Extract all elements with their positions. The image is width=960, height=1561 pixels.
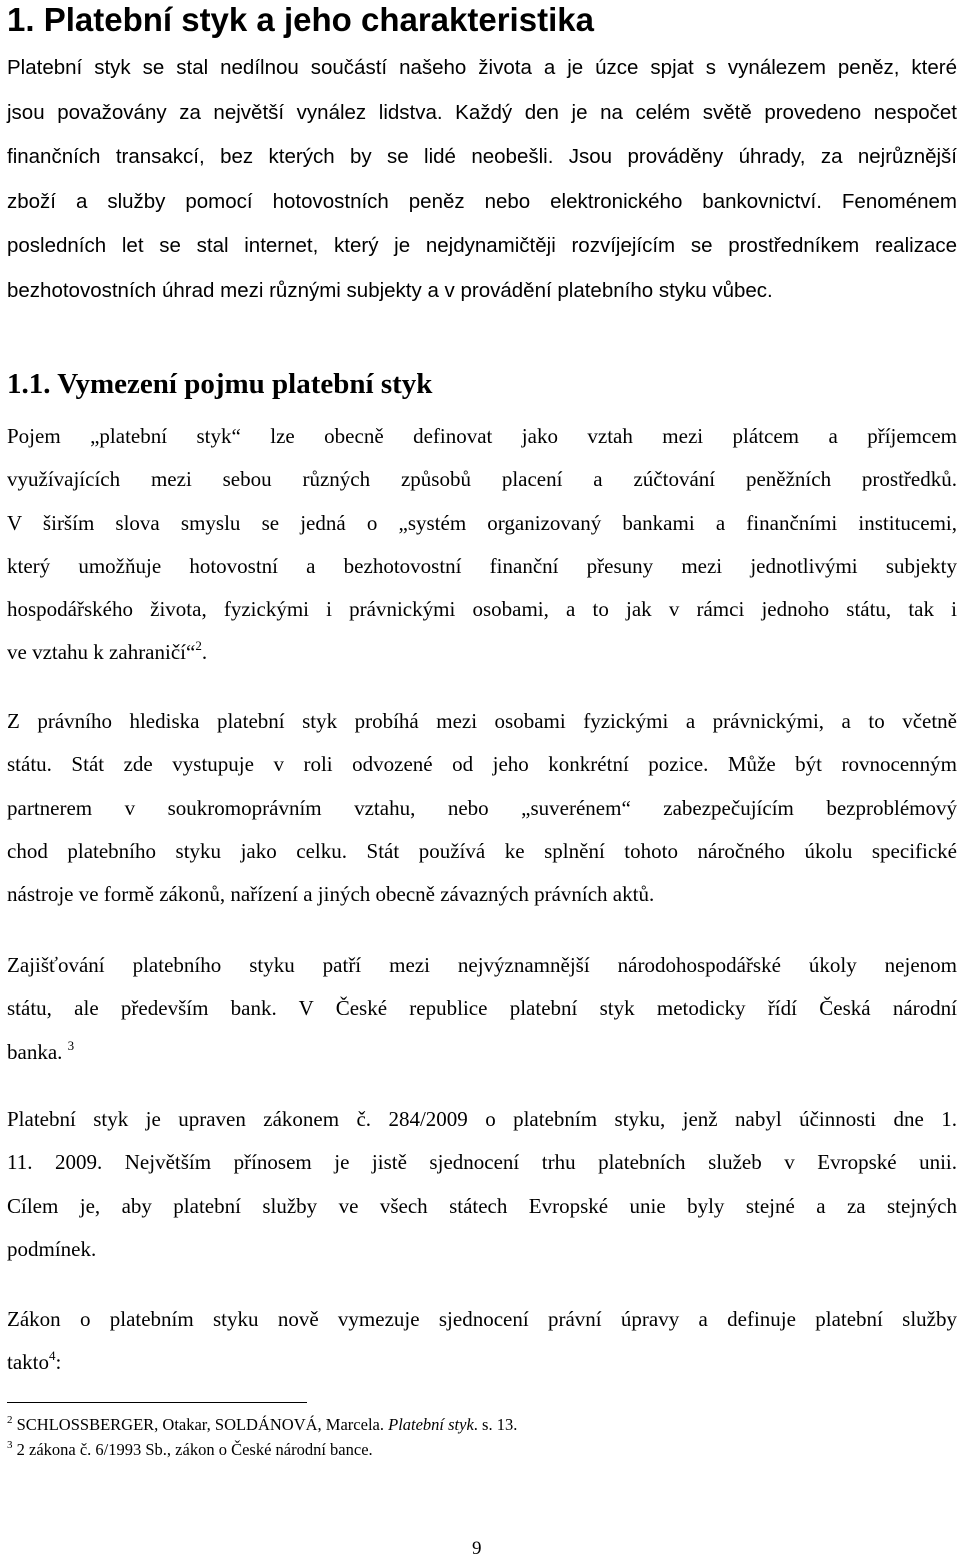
text-line: Platební styk se stal nedílnou součástí našeho života a je úzce spjat s vynálezem peněz, které <box>7 56 957 79</box>
footnote-number: 2 <box>7 1414 13 1426</box>
bank-paragraph <box>7 944 957 1074</box>
text-line: posledních let se stal internet, který je nejdynamičtěji rozvíjejícím se prostředníkem realizace <box>7 234 957 257</box>
text-line: bezhotovostních úhrad mezi různými subjekty a v provádění platebního styku vůbec. <box>7 278 773 302</box>
text-line <box>7 1341 957 1384</box>
law-paragraph <box>7 1098 957 1271</box>
footnote-text: SCHLOSSBERGER, Otakar, SOLDÁNOVÁ, Marcela. <box>16 1415 389 1434</box>
text-line: partnerem v soukromoprávním vztahu, nebo „suverénem“ zabezpečujícím bezproblémový <box>7 795 957 820</box>
text-line: Pojem „platební styk“ lze obecně definovat jako vztah mezi plátcem a příjemcem <box>7 424 957 448</box>
text-line: zboží a služby pomocí hotovostních peněz nebo elektronického bankovnictví. Fenoménem <box>7 189 957 213</box>
definition-paragraph <box>7 415 957 675</box>
text-line: Zákon o platebním styku nově vymezuje sjednocení právní úpravy a definuje platební služby <box>7 1307 957 1331</box>
line-text: banka. <box>7 1039 63 1064</box>
intro-paragraph <box>7 46 957 313</box>
text-line: Cílem je, aby platební služby ve všech státech Evropské unie byly stejné a za stejných <box>7 1193 957 1218</box>
text-line: nástroje ve formě zákonů, nařízení a jiných obecně závazných právních aktů. <box>7 882 655 907</box>
text-line: hospodářského života, fyzickými i právnickými osobami, a to jak v rámci jednoho státu, tak i <box>7 597 957 622</box>
footnote-text: 2 zákona č. 6/1993 Sb., zákon o České národní bance. <box>16 1440 373 1459</box>
line-end: . <box>201 640 208 665</box>
text-line: chod platebního styku jako celku. Stát používá ke splnění tohoto náročného úkolu specifické <box>7 838 957 863</box>
line-end: : <box>55 1350 62 1375</box>
footnote-divider <box>7 1402 307 1403</box>
text-line: využívajících mezi sebou různých způsobů placení a zúčtování peněžních prostředků. <box>7 467 957 492</box>
line-text: ve vztahu k zahraničí“ <box>7 640 196 665</box>
text-line: Platební styk je upraven zákonem č. 284/2009 o platebním styku, jenž nabyl účinnosti dne 1. <box>7 1107 957 1131</box>
text-line: Zajišťování platebního styku patří mezi nejvýznamnější národohospodářské úkoly nejenom <box>7 953 957 977</box>
line-text: takto <box>7 1350 49 1375</box>
text-line: podmínek. <box>7 1236 97 1261</box>
page-number: 9 <box>472 1538 482 1559</box>
footnote-number: 3 <box>7 1439 13 1451</box>
footnote-ref[interactable]: 3 <box>67 1037 75 1053</box>
footnote-text-end: . s. 13. <box>473 1415 518 1434</box>
text-line: V širším slova smyslu se jedná o „systém organizovaný bankami a finančními institucemi, <box>7 510 957 535</box>
text-line: jsou považovány za největší vynález lidstva. Každý den je na celém světě provedeno nespočet <box>7 100 957 124</box>
text-line: finančních transakcí, bez kterých by se lidé neobešli. Jsou prováděny úhrady, za nejrůznější <box>7 145 957 168</box>
text-line: 11. 2009. Největším přínosem je jistě sjednocení trhu platebních služeb v Evropské unii. <box>7 1150 957 1175</box>
section-heading: 1.1. Vymezení pojmu platební styk <box>7 368 433 400</box>
chapter-heading: 1. Platební styk a jeho charakteristika <box>7 1 594 38</box>
legal-paragraph <box>7 700 957 916</box>
footnote-title: Platební styk <box>388 1415 474 1434</box>
text-line <box>7 1031 957 1074</box>
text-line: který umožňuje hotovostní a bezhotovostní finanční přesuny mezi jednotlivými subjekty <box>7 553 957 578</box>
footnote-ref[interactable]: 2 <box>195 638 202 654</box>
services-paragraph <box>7 1298 957 1385</box>
text-line: státu, ale především bank. V České republice platební styk metodicky řídí Česká národní <box>7 996 957 1021</box>
text-line: státu. Stát zde vystupuje v roli odvozené od jeho konkrétní pozice. Může být rovnocenným <box>7 752 957 777</box>
footnote-ref[interactable]: 4 <box>49 1348 56 1364</box>
text-line <box>7 631 957 674</box>
footnote <box>7 1414 517 1436</box>
text-line: Z právního hlediska platební styk probíhá mezi osobami fyzickými a právnickými, a to včetně <box>7 709 957 733</box>
footnote <box>7 1439 373 1461</box>
